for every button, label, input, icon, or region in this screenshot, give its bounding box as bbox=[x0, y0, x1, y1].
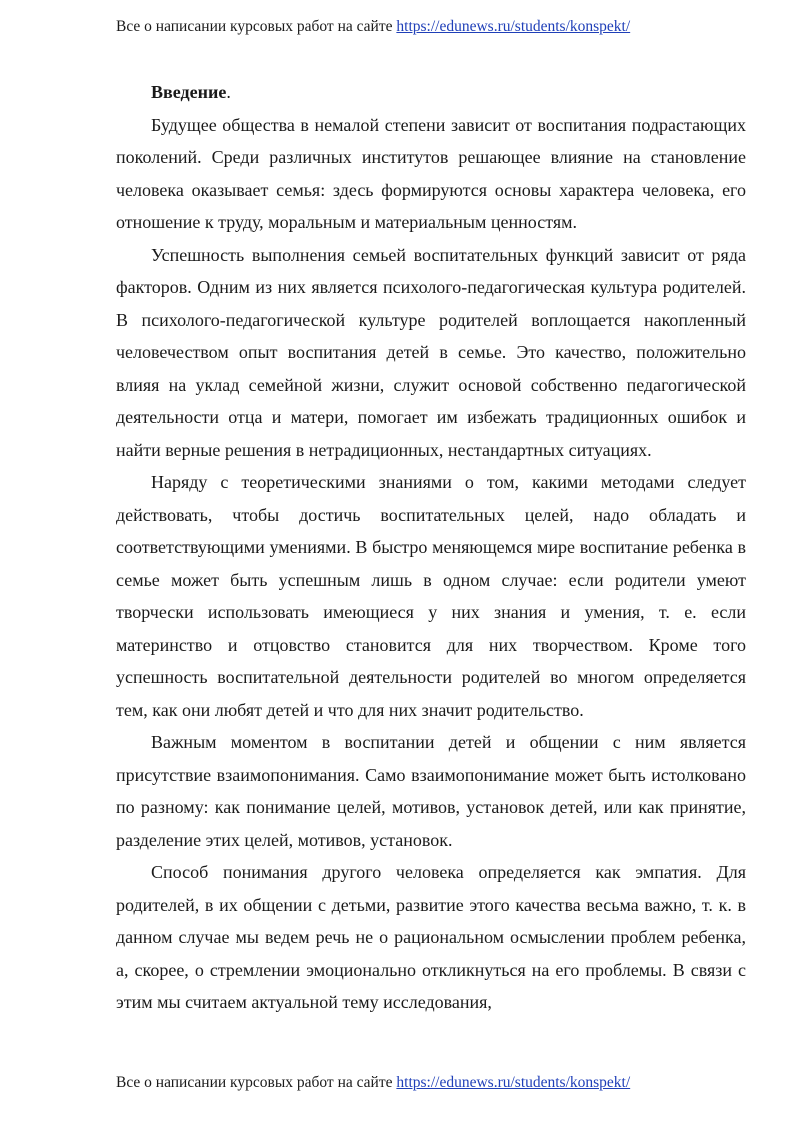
header-link[interactable]: https://edunews.ru/students/konspekt/ bbox=[396, 18, 631, 35]
paragraph: Успешность выполнения семьей воспитательных функций зависит от ряда факторов. Одним из них является психолого-педагогическая культура родителей. В психолого-педагогической культуре родителей воплощается накопленный человечеством опыт воспитания детей в семье. Это качество, положительно влияя на уклад семейной жизни, служит основой собственно педагогической деятельности отца и матери, помогает им избежать традиционных ошибок и найти верные решения в нетрадиционных, нестандартных ситуациях. bbox=[116, 244, 746, 460]
footer-link[interactable]: https://edunews.ru/students/konspekt/ bbox=[396, 1074, 631, 1091]
paragraph: Будущее общества в немалой степени зависит от воспитания подрастающих поколений. Среди различных институтов решающее влияние на становление человека оказывает семья: здесь формируются основы характера человека, его отношение к труду, моральным и материальным ценностям. bbox=[116, 114, 746, 232]
heading-text: Введение bbox=[151, 82, 227, 102]
page-header bbox=[116, 18, 630, 36]
document-body bbox=[116, 76, 746, 1019]
section-heading bbox=[116, 76, 746, 109]
paragraph: Важным моментом в воспитании детей и общении с ним является присутствие взаимопонимания. Само взаимопонимание может быть истолковано по разному: как понимание целей, мотивов, установок детей, или как принятие, разделение этих целей, мотивов, установок. bbox=[116, 732, 746, 850]
footer-text: Все о написании курсовых работ на сайте bbox=[116, 1074, 393, 1091]
paragraph: Способ понимания другого человека определяется как эмпатия. Для родителей, в их общении с детьми, развитие этого качества весьма важно, т. к. в данном случае мы ведем речь не о рациональном осмыслении проблем ребенка, а, скорее, о стремлении эмоционально откликнуться на его проблемы. В связи с этим мы считаем актуальной тему исследования, bbox=[116, 862, 746, 1012]
page-footer bbox=[116, 1074, 630, 1092]
heading-period: . bbox=[226, 82, 231, 102]
header-text: Все о написании курсовых работ на сайте bbox=[116, 18, 393, 35]
paragraph: Наряду с теоретическими знаниями о том, какими методами следует действовать, чтобы достичь воспитательных целей, надо обладать и соответствующими умениями. В быстро меняющемся мире воспитание ребенка в семье может быть успешным лишь в одном случае: если родители умеют творчески использовать имеющиеся у них знания и умения, т. е. если материнство и отцовство становится для них творчеством. Кроме того успешность воспитательной деятельности родителей во многом определяется тем, как они любят детей и что для них значит родительство. bbox=[116, 472, 746, 720]
